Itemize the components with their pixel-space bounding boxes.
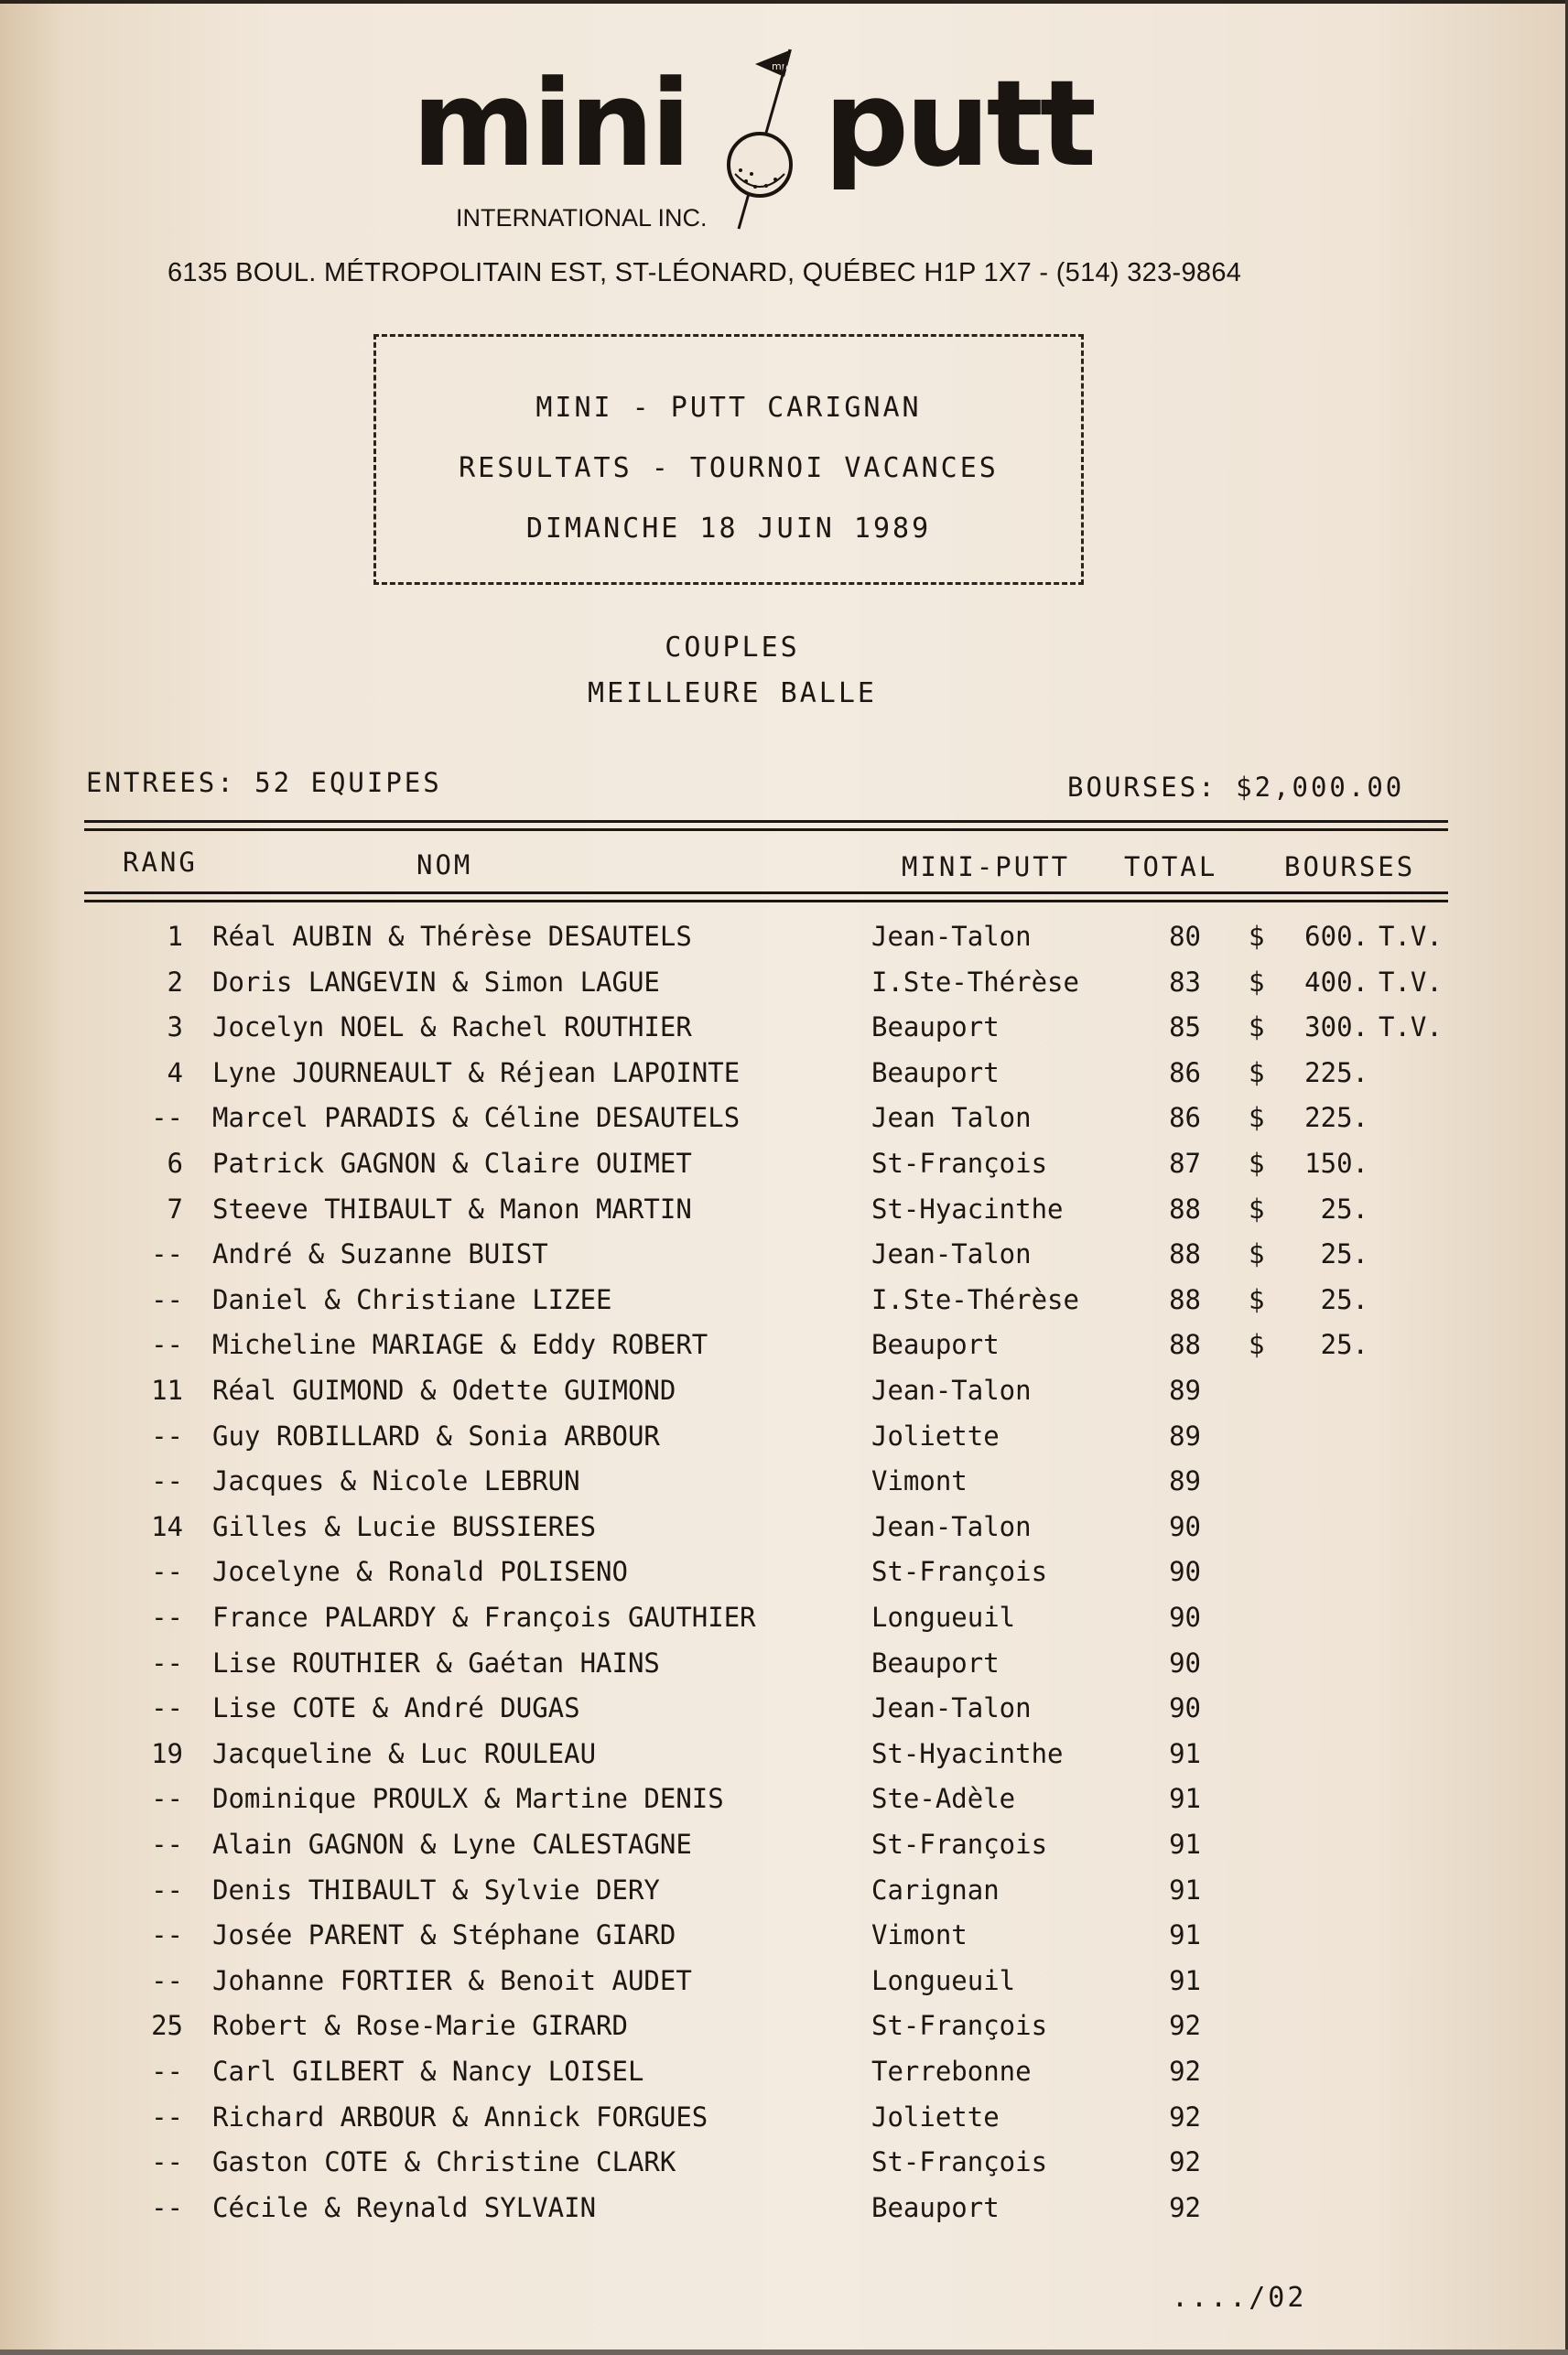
- name-cell: Josée PARENT & Stéphane GIARD: [212, 1919, 676, 1951]
- rank-cell: 11: [151, 1375, 183, 1406]
- table-row: [0, 1009, 1568, 1053]
- club-cell: St-François: [871, 1148, 1048, 1179]
- header-rule-top-2: [84, 828, 1448, 831]
- golf-ball-flag-icon: [719, 37, 819, 247]
- rank-cell: 6: [167, 1148, 183, 1179]
- rank-cell: 25: [151, 2010, 183, 2042]
- club-cell: Beauport: [871, 1647, 1000, 1679]
- table-row: [0, 2189, 1568, 2233]
- total-cell: 80: [1169, 921, 1201, 952]
- rank-cell: --: [151, 1102, 183, 1134]
- rank-cell: --: [151, 2146, 183, 2178]
- rank-cell: --: [151, 1238, 183, 1270]
- name-cell: Lise ROUTHIER & Gaétan HAINS: [212, 1647, 660, 1679]
- table-row: [0, 1418, 1568, 1462]
- total-cell: 89: [1169, 1465, 1201, 1497]
- total-cell: 91: [1169, 1829, 1201, 1860]
- total-cell: 92: [1169, 2146, 1201, 2178]
- flag-mark: mp: [772, 60, 788, 72]
- name-cell: Cécile & Reynald SYLVAIN: [212, 2191, 597, 2223]
- name-cell: Doris LANGEVIN & Simon LAGUE: [212, 966, 660, 998]
- club-cell: Joliette: [871, 1420, 1000, 1452]
- name-cell: Carl GILBERT & Nancy LOISEL: [212, 2056, 644, 2087]
- total-cell: 88: [1169, 1329, 1201, 1361]
- club-cell: Vimont: [871, 1919, 968, 1951]
- rank-cell: 1: [167, 921, 183, 952]
- rank-cell: --: [151, 1556, 183, 1588]
- table-row: [0, 1145, 1568, 1189]
- table-row: [0, 1372, 1568, 1416]
- purse-amount-cell: 150.: [1304, 1148, 1368, 1179]
- rank-cell: --: [151, 1602, 183, 1633]
- club-cell: Jean Talon: [871, 1102, 1032, 1134]
- name-cell: Lise COTE & André DUGAS: [212, 1692, 580, 1724]
- total-cell: 88: [1169, 1283, 1201, 1315]
- rank-cell: 2: [167, 966, 183, 998]
- club-cell: Vimont: [871, 1465, 968, 1497]
- name-cell: Dominique PROULX & Martine DENIS: [212, 1783, 724, 1815]
- name-cell: Daniel & Christiane LIZEE: [212, 1283, 612, 1315]
- total-cell: 92: [1169, 2101, 1201, 2133]
- club-cell: Ste-Adèle: [871, 1783, 1016, 1815]
- dollar-cell: $: [1249, 1056, 1265, 1088]
- club-cell: Jean-Talon: [871, 1375, 1032, 1406]
- total-cell: 85: [1169, 1011, 1201, 1043]
- name-cell: Jacques & Nicole LEBRUN: [212, 1465, 580, 1497]
- total-cell: 91: [1169, 1783, 1201, 1815]
- rank-cell: 4: [167, 1056, 183, 1088]
- name-cell: Alain GAGNON & Lyne CALESTAGNE: [212, 1829, 692, 1860]
- club-cell: St-Hyacinthe: [871, 1737, 1064, 1769]
- dollar-cell: $: [1249, 1011, 1265, 1043]
- purse-note-cell: T.V.: [1379, 921, 1443, 952]
- name-cell: Johanne FORTIER & Benoit AUDET: [212, 1964, 692, 1996]
- name-cell: Richard ARBOUR & Annick FORGUES: [212, 2101, 708, 2133]
- table-row: [0, 1690, 1568, 1734]
- total-cell: 88: [1169, 1238, 1201, 1270]
- table-row: [0, 2144, 1568, 2188]
- name-cell: Steeve THIBAULT & Manon MARTIN: [212, 1193, 692, 1225]
- table-row: [0, 2053, 1568, 2097]
- rank-cell: --: [151, 2056, 183, 2087]
- table-row: [0, 1780, 1568, 1824]
- purse-amount-cell: 400.: [1304, 966, 1368, 998]
- rank-cell: --: [151, 1783, 183, 1815]
- column-header-club: MINI-PUTT: [902, 851, 1071, 882]
- rank-cell: --: [151, 1420, 183, 1452]
- rank-cell: --: [151, 1647, 183, 1679]
- purse-amount-cell: 225.: [1304, 1056, 1368, 1088]
- entries-count: ENTREES: 52 EQUIPES: [86, 767, 442, 798]
- club-cell: Jean-Talon: [871, 1692, 1032, 1724]
- title-box: [373, 334, 1084, 585]
- name-cell: Micheline MARIAGE & Eddy ROBERT: [212, 1329, 708, 1361]
- club-cell: Beauport: [871, 1011, 1000, 1043]
- page-continuation: ..../02: [1172, 2282, 1307, 2314]
- table-row: [0, 1962, 1568, 2006]
- table-row: [0, 1553, 1568, 1597]
- total-cell: 90: [1169, 1692, 1201, 1724]
- total-cell: 83: [1169, 966, 1201, 998]
- name-cell: Jocelyn NOEL & Rachel ROUTHIER: [212, 1011, 692, 1043]
- total-cell: 91: [1169, 1737, 1201, 1769]
- table-row: [0, 1826, 1568, 1870]
- table-row: [0, 1735, 1568, 1779]
- title-date: DIMANCHE 18 JUIN 1989: [525, 513, 932, 545]
- total-cell: 89: [1169, 1420, 1201, 1452]
- rank-cell: --: [151, 1919, 183, 1951]
- rank-cell: --: [151, 2101, 183, 2133]
- table-row: [0, 1191, 1568, 1235]
- table-row: [0, 2099, 1568, 2143]
- column-header-purse: BOURSES: [1284, 851, 1416, 882]
- total-purse: BOURSES: $2,000.00: [1067, 772, 1405, 803]
- rank-cell: --: [151, 1329, 183, 1361]
- total-cell: 91: [1169, 1874, 1201, 1906]
- dollar-cell: $: [1249, 1329, 1265, 1361]
- rank-cell: 7: [167, 1193, 183, 1225]
- table-row: [0, 1281, 1568, 1325]
- purse-note-cell: T.V.: [1379, 966, 1443, 998]
- club-cell: St-François: [871, 1829, 1048, 1860]
- club-cell: Beauport: [871, 2191, 1000, 2223]
- header-rule-top-1: [84, 820, 1448, 823]
- photo-top-edge: [0, 0, 1568, 4]
- title-event: RESULTATS - TOURNOI VACANCES: [459, 452, 999, 484]
- club-cell: Jean-Talon: [871, 921, 1032, 952]
- club-cell: Carignan: [871, 1874, 1000, 1906]
- table-row: [0, 1054, 1568, 1098]
- club-cell: Longueuil: [871, 1964, 1016, 1996]
- category-title: COUPLES: [665, 632, 800, 664]
- total-cell: 91: [1169, 1964, 1201, 1996]
- name-cell: Guy ROBILLARD & Sonia ARBOUR: [212, 1420, 660, 1452]
- dollar-cell: $: [1249, 1283, 1265, 1315]
- logo-word-putt: putt: [824, 54, 1093, 193]
- rank-cell: --: [151, 1874, 183, 1906]
- total-cell: 91: [1169, 1919, 1201, 1951]
- rank-cell: --: [151, 1283, 183, 1315]
- table-row: [0, 1099, 1568, 1143]
- name-cell: Jocelyne & Ronald POLISENO: [212, 1556, 628, 1588]
- table-row: [0, 1872, 1568, 1916]
- column-header-total: TOTAL: [1124, 851, 1218, 882]
- total-cell: 87: [1169, 1148, 1201, 1179]
- club-cell: Terrebonne: [871, 2056, 1032, 2087]
- purse-amount-cell: 600.: [1304, 921, 1368, 952]
- rank-cell: 19: [151, 1737, 183, 1769]
- club-cell: Jean-Talon: [871, 1238, 1032, 1270]
- name-cell: Patrick GAGNON & Claire OUIMET: [212, 1148, 692, 1179]
- name-cell: France PALARDY & François GAUTHIER: [212, 1602, 756, 1633]
- column-header-name: NOM: [416, 849, 473, 880]
- table-row: [0, 1326, 1568, 1370]
- table-row: [0, 1236, 1568, 1280]
- dollar-cell: $: [1249, 921, 1265, 952]
- purse-amount-cell: 25.: [1320, 1193, 1368, 1225]
- table-row: [0, 918, 1568, 962]
- name-cell: Gilles & Lucie BUSSIERES: [212, 1510, 597, 1542]
- total-cell: 90: [1169, 1510, 1201, 1542]
- rank-cell: --: [151, 2191, 183, 2223]
- dollar-cell: $: [1249, 1102, 1265, 1134]
- club-cell: St-Hyacinthe: [871, 1193, 1064, 1225]
- name-cell: Jacqueline & Luc ROULEAU: [212, 1737, 597, 1769]
- name-cell: André & Suzanne BUIST: [212, 1238, 548, 1270]
- total-cell: 90: [1169, 1602, 1201, 1633]
- purse-amount-cell: 225.: [1304, 1102, 1368, 1134]
- table-row: [0, 1463, 1568, 1507]
- name-cell: Réal AUBIN & Thérèse DESAUTELS: [212, 921, 692, 952]
- company-logo: [412, 37, 1093, 238]
- dollar-cell: $: [1249, 966, 1265, 998]
- table-row: [0, 1917, 1568, 1961]
- club-cell: Joliette: [871, 2101, 1000, 2133]
- company-address: 6135 BOUL. MÉTROPOLITAIN EST, ST-LÉONARD, QUÉBEC H1P 1X7 - (514) 323-9864: [168, 258, 1242, 287]
- total-cell: 90: [1169, 1647, 1201, 1679]
- rank-cell: --: [151, 1465, 183, 1497]
- club-cell: Beauport: [871, 1056, 1000, 1088]
- logo-word-mini: mini: [412, 54, 688, 193]
- column-header-rank: RANG: [123, 847, 198, 878]
- name-cell: Denis THIBAULT & Sylvie DERY: [212, 1874, 660, 1906]
- dollar-cell: $: [1249, 1193, 1265, 1225]
- club-cell: Beauport: [871, 1329, 1000, 1361]
- category-subtitle: MEILLEURE BALLE: [588, 677, 877, 709]
- company-subtitle: INTERNATIONAL INC.: [456, 204, 708, 232]
- purse-note-cell: T.V.: [1379, 1011, 1443, 1043]
- table-row: [0, 1508, 1568, 1552]
- rank-cell: --: [151, 1964, 183, 1996]
- rank-cell: --: [151, 1692, 183, 1724]
- total-cell: 86: [1169, 1056, 1201, 1088]
- purse-amount-cell: 25.: [1320, 1329, 1368, 1361]
- dollar-cell: $: [1249, 1238, 1265, 1270]
- header-rule-bottom-2: [84, 900, 1448, 902]
- rank-cell: 3: [167, 1011, 183, 1043]
- club-cell: St-François: [871, 2010, 1048, 2042]
- club-cell: I.Ste-Thérèse: [871, 1283, 1079, 1315]
- title-venue: MINI - PUTT CARIGNAN: [535, 392, 922, 424]
- table-row: [0, 964, 1568, 1008]
- name-cell: Marcel PARADIS & Céline DESAUTELS: [212, 1102, 741, 1134]
- total-cell: 92: [1169, 2010, 1201, 2042]
- header-rule-bottom-1: [84, 891, 1448, 894]
- table-row: [0, 2007, 1568, 2051]
- purse-amount-cell: 300.: [1304, 1011, 1368, 1043]
- name-cell: Réal GUIMOND & Odette GUIMOND: [212, 1375, 676, 1406]
- name-cell: Lyne JOURNEAULT & Réjean LAPOINTE: [212, 1056, 741, 1088]
- photo-bottom-edge: [0, 2350, 1568, 2355]
- total-cell: 88: [1169, 1193, 1201, 1225]
- total-cell: 86: [1169, 1102, 1201, 1134]
- club-cell: Jean-Talon: [871, 1510, 1032, 1542]
- purse-amount-cell: 25.: [1320, 1238, 1368, 1270]
- name-cell: Gaston COTE & Christine CLARK: [212, 2146, 676, 2178]
- rank-cell: --: [151, 1829, 183, 1860]
- total-cell: 92: [1169, 2191, 1201, 2223]
- dollar-cell: $: [1249, 1148, 1265, 1179]
- purse-amount-cell: 25.: [1320, 1283, 1368, 1315]
- total-cell: 89: [1169, 1375, 1201, 1406]
- total-cell: 92: [1169, 2056, 1201, 2087]
- table-row: [0, 1645, 1568, 1689]
- club-cell: St-François: [871, 2146, 1048, 2178]
- total-cell: 90: [1169, 1556, 1201, 1588]
- name-cell: Robert & Rose-Marie GIRARD: [212, 2010, 628, 2042]
- table-row: [0, 1599, 1568, 1643]
- club-cell: I.Ste-Thérèse: [871, 966, 1079, 998]
- club-cell: St-François: [871, 1556, 1048, 1588]
- club-cell: Longueuil: [871, 1602, 1016, 1633]
- rank-cell: 14: [151, 1510, 183, 1542]
